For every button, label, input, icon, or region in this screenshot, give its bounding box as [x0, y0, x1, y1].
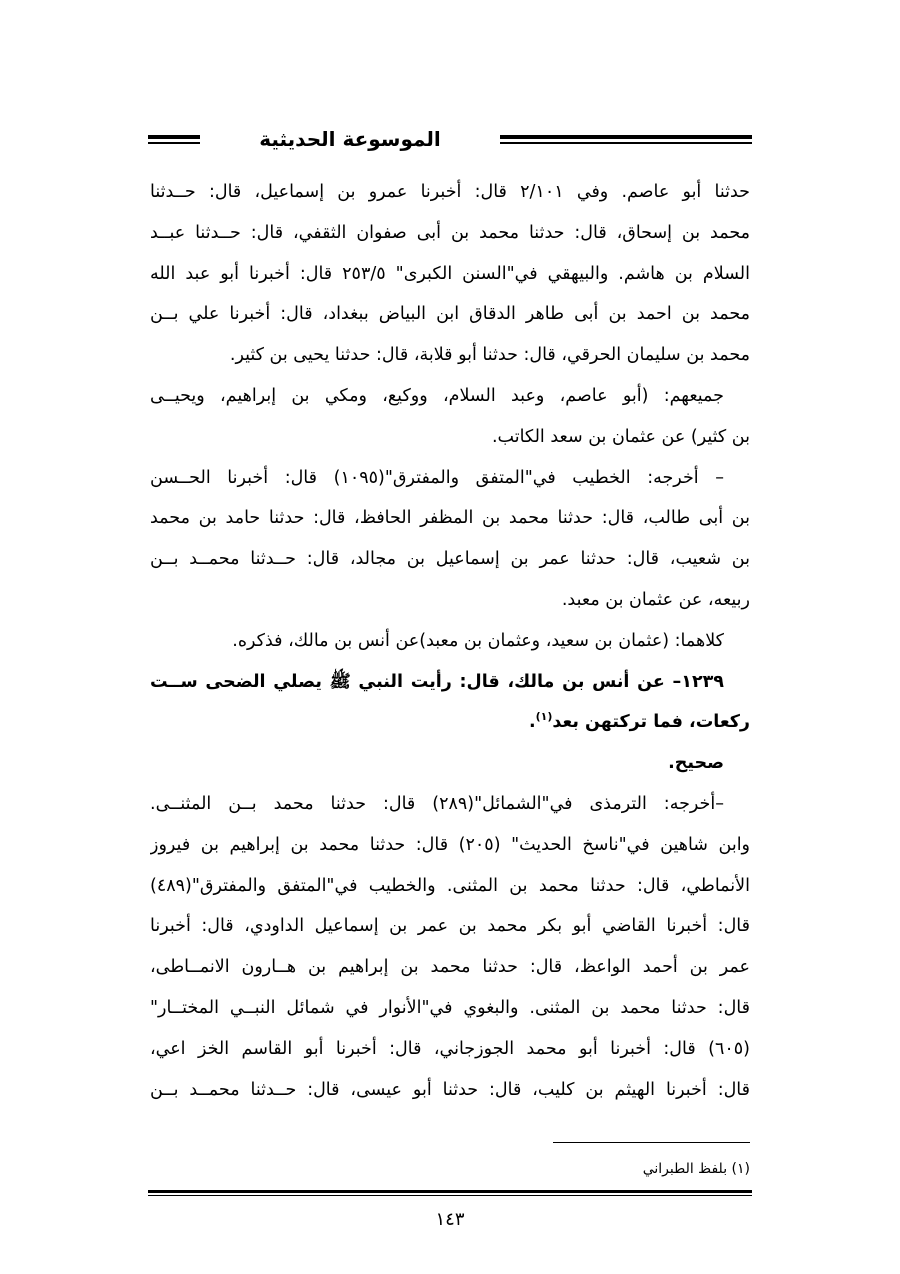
text-line: محمد بن احمد بن أبى طاهر الدقاق ابن البياض ببغداد، قال: أخبرنا علي بــن: [150, 304, 750, 325]
footnote-separator: [553, 1142, 750, 1143]
header-rule-right: [500, 135, 752, 145]
footnote: (١) بلفظ الطبراني: [642, 1161, 750, 1177]
text-line: قال: أخبرنا الهيثم بن كليب، قال: حدثنا أبو عيسى، قال: حــدثنا محمــد بــن: [150, 1079, 750, 1100]
text-line: حدثنا أبو عاصم. وفي ٢/١٠١ قال: أخبرنا عمرو بن إسماعيل، قال: حــدثنا: [150, 182, 750, 202]
running-header: [148, 120, 752, 160]
text-line: عمر بن أحمد الواعظ، قال: حدثنا محمد بن إبراهيم بن هــارون الانمــاطى،: [150, 957, 750, 978]
text-line: – أخرجه: الخطيب في"المتفق والمفترق"(١٠٩٥) قال: أخبرنا الحــسن: [150, 467, 724, 488]
footer-rule: [148, 1190, 752, 1196]
hadith-text-line: ١٢٣٩– عن أنس بن مالك، قال: رأيت النبي ﷺ يصلي الضحى ســت: [150, 671, 724, 692]
text-line: محمد بن إسحاق، قال: حدثنا محمد بن أبى صفوان الثقفي، قال: حــدثنا عبــد: [150, 222, 750, 243]
text-line: بن شعيب، قال: حدثنا عمر بن إسماعيل بن مجالد، قال: حــدثنا محمــد بــن: [150, 549, 750, 570]
body-text: [150, 172, 750, 1110]
text-line: –أخرجه: الترمذى في"الشمائل"(٢٨٩) قال: حدثنا محمد بــن المثنــى.: [150, 793, 724, 814]
hadith-text-end: ركعات، فما تركتهن بعد: [552, 712, 750, 733]
page-number: ١٤٣: [435, 1209, 465, 1230]
text-line: السلام بن هاشم. والبيهقي في"السنن الكبرى" ٢٥٣/٥ قال: أخبرنا أبو عبد الله: [150, 263, 750, 284]
text-line: بن كثير) عن عثمان بن سعد الكاتب.: [491, 426, 750, 447]
text-line: (٦٠٥) قال: أخبرنا أبو محمد الجوزجاني، قال: أخبرنا أبو القاسم الخز اعي،: [150, 1038, 750, 1059]
text-line: وابن شاهين في"ناسخ الحديث" (٢٠٥) قال: حدثنا محمد بن إبراهيم بن فيروز: [150, 834, 750, 855]
text-line: قال: حدثنا محمد بن المثنى. والبغوي في"الأنوار في شمائل النبــي المختــار": [150, 997, 750, 1018]
text-line: بن أبى طالب، قال: حدثنا محمد بن المظفر الحافظ، قال: حدثنا حامد بن محمد: [150, 508, 750, 529]
hadith-text-line: [150, 702, 750, 743]
text-line: قال: أخبرنا القاضي أبو بكر محمد بن عمر بن إسماعيل الداودي، قال: أخبرنا: [150, 916, 750, 937]
text-line: جميعهم: (أبو عاصم، وعبد السلام، ووكيع، ومكي بن إبراهيم، ويحيــى: [150, 385, 724, 406]
text-line: ربيعه، عن عثمان بن معبد.: [561, 589, 750, 610]
grading-label: صحيح.: [668, 753, 724, 774]
header-rule-left: [148, 135, 200, 145]
text-line: الأنماطي، قال: حدثنا محمد بن المثنى. والخطيب في"المتفق والمفترق"(٤٨٩): [150, 875, 750, 896]
trailing-period: .: [528, 712, 536, 733]
header-title: الموسوعة الحديثية: [259, 127, 441, 151]
text-line: كلاهما: (عثمان بن سعيد، وعثمان بن معبد)عن أنس بن مالك، فذكره.: [232, 630, 724, 651]
text-line: محمد بن سليمان الحرقي، قال: حدثنا أبو قلابة، قال: حدثنا يحيى بن كثير.: [229, 345, 750, 366]
footnote-marker[interactable]: (١): [535, 710, 553, 724]
